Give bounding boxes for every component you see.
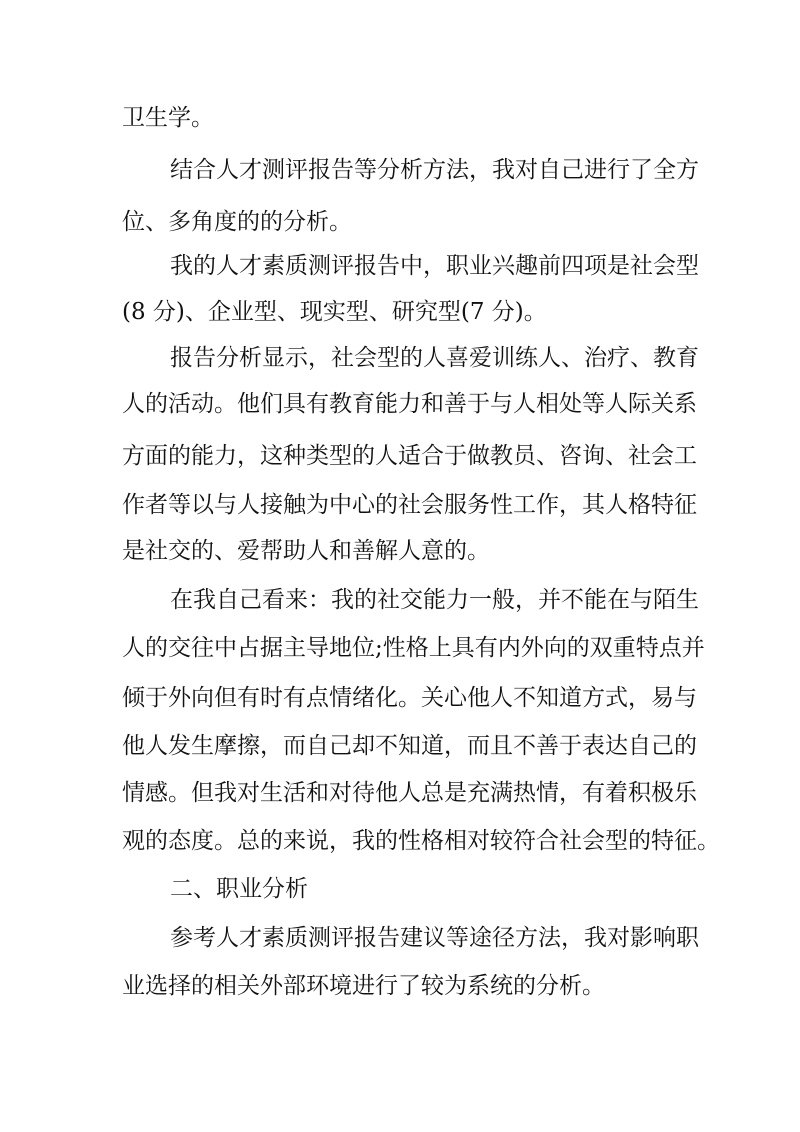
text-line: 人的活动。他们具有教育能力和善于与人相处等人际关系 — [122, 391, 697, 417]
paragraph-first-line: 我的人才素质测评报告中，职业兴趣前四项是社会型 — [170, 253, 699, 279]
text-line: 人的交往中占据主导地位;性格上具有内外向的双重特点并 — [122, 635, 705, 661]
text-line: 是社交的、爱帮助人和善解人意的。 — [122, 538, 490, 564]
text-line: 位、多角度的的分析。 — [122, 209, 352, 235]
text-line: (8 分)、企业型、现实型、研究型(7 分)。 — [122, 299, 547, 325]
paragraph-first-line: 报告分析显示，社会型的人喜爱训练人、治疗、教育 — [170, 345, 699, 371]
paragraph-first-line: 参考人才素质测评报告建议等途径方法，我对影响职 — [170, 925, 699, 951]
text-line: 卫生学。 — [122, 105, 214, 131]
text-line: 方面的能力，这种类型的人适合于做教员、咨询、社会工 — [122, 443, 697, 469]
text-line: 作者等以与人接触为中心的社会服务性工作，其人格特征 — [122, 492, 697, 518]
text-line: 倾于外向但有时有点情绪化。关心他人不知道方式，易与 — [122, 685, 697, 711]
text-line: 观的态度。总的来说，我的性格相对较符合社会型的特征。 — [122, 828, 720, 854]
text-line: 他人发生摩擦，而自己却不知道，而且不善于表达自己的 — [122, 733, 697, 759]
paragraph-first-line: 在我自己看来：我的社交能力一般，并不能在与陌生 — [170, 587, 699, 613]
paragraph-first-line: 结合人才测评报告等分析方法，我对自己进行了全方 — [170, 157, 699, 183]
section-heading: 二、职业分析 — [170, 876, 308, 902]
text-line: 情感。但我对生活和对待他人总是充满热情，有着积极乐 — [122, 780, 697, 806]
text-line: 业选择的相关外部环境进行了较为系统的分析。 — [122, 973, 605, 999]
